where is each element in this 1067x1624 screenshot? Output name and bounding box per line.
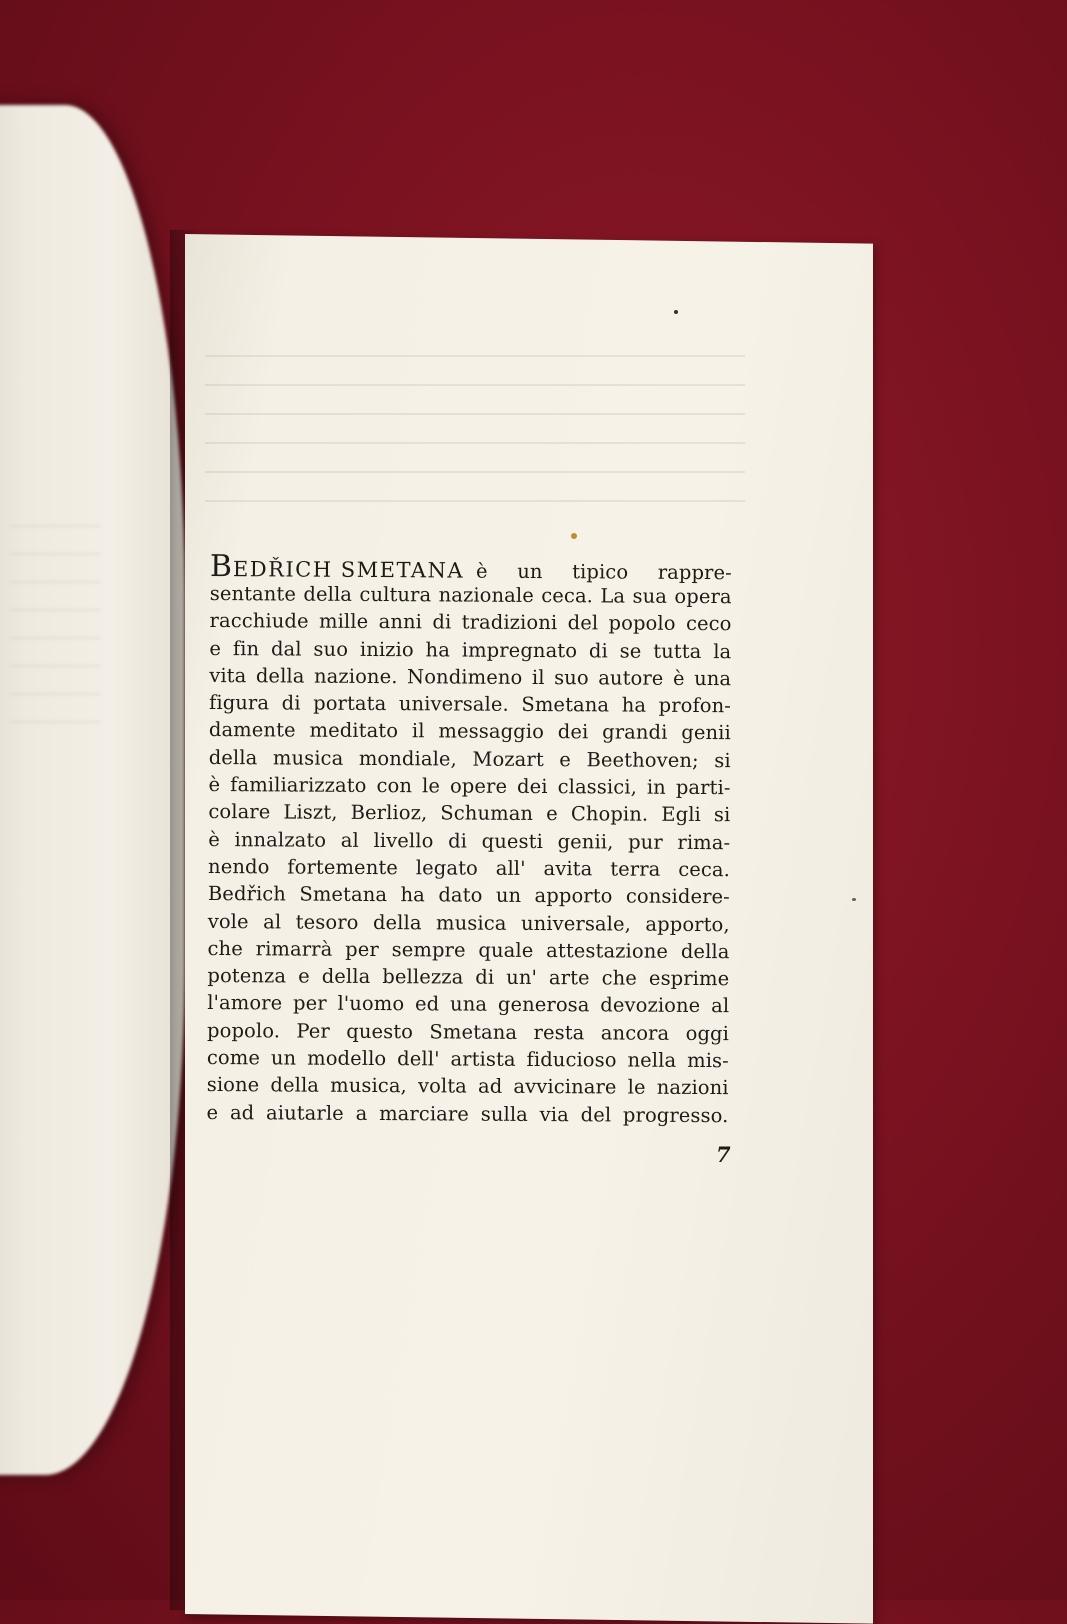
word: Egli xyxy=(661,803,701,827)
text-line xyxy=(209,716,731,746)
word: meditato xyxy=(309,719,399,743)
word: di xyxy=(588,638,608,663)
word: nazioni xyxy=(656,1076,729,1100)
word: al xyxy=(263,909,282,934)
text-line xyxy=(209,662,731,692)
word: Mozart xyxy=(472,747,544,771)
word: di xyxy=(432,610,452,634)
word: mis- xyxy=(687,1048,729,1073)
word: in xyxy=(646,775,666,799)
word: ed xyxy=(414,992,440,1016)
word: e xyxy=(209,636,222,660)
text-line xyxy=(208,826,730,856)
word: Nondimeno xyxy=(407,665,523,689)
line-text xyxy=(207,1044,729,1074)
word: l'amore xyxy=(207,991,283,1015)
word: a xyxy=(355,1101,368,1125)
word: popolo xyxy=(608,611,676,636)
word: quale xyxy=(478,938,534,962)
text-line xyxy=(208,853,730,883)
word: generosa xyxy=(497,993,590,1017)
line-text xyxy=(208,880,730,910)
line-text xyxy=(208,826,730,856)
word: Beethoven; xyxy=(586,748,699,772)
word: legato xyxy=(415,856,478,880)
word: al xyxy=(340,828,359,852)
word: Per xyxy=(296,1019,330,1043)
word: devozione xyxy=(600,993,701,1018)
word: La xyxy=(600,584,626,608)
word: sulla xyxy=(480,1102,529,1126)
word: le xyxy=(627,1075,646,1100)
word: ad xyxy=(477,1074,503,1099)
line-text xyxy=(209,662,731,692)
word: artista xyxy=(450,1047,516,1071)
word: innalzato xyxy=(234,827,327,852)
word: pur xyxy=(628,830,663,854)
word: ha xyxy=(425,637,451,662)
word: considere- xyxy=(625,884,730,909)
word: ha xyxy=(400,883,426,907)
word: vita xyxy=(209,663,247,688)
word: colare xyxy=(208,800,271,824)
word: apporto, xyxy=(645,912,730,936)
word: parti- xyxy=(675,775,731,800)
word: arte xyxy=(548,966,590,990)
word: anni xyxy=(378,610,423,634)
word: nendo xyxy=(208,854,270,879)
word: ceca. xyxy=(678,857,731,882)
word: se xyxy=(619,639,642,663)
word: di xyxy=(281,691,301,715)
word: via xyxy=(539,1102,569,1126)
word: sentante xyxy=(209,581,297,606)
word: opere xyxy=(449,774,508,798)
word: ceca. xyxy=(541,584,594,608)
line-text xyxy=(207,935,729,965)
word: nazionale xyxy=(438,583,534,607)
text-line xyxy=(207,962,729,992)
word: potenza xyxy=(207,964,287,988)
word: tipico xyxy=(572,560,629,584)
word: suo xyxy=(313,637,349,661)
word: profon- xyxy=(658,693,732,718)
word: tutta xyxy=(653,639,702,663)
word: un xyxy=(495,884,522,908)
word: genii xyxy=(681,721,731,745)
word: Berlioz, xyxy=(350,801,428,825)
word: aiutarle xyxy=(265,1100,344,1125)
word: nella xyxy=(627,1048,677,1072)
page-number: 7 xyxy=(716,1142,731,1167)
word: universale. xyxy=(398,692,509,717)
word: mondiale, xyxy=(358,746,457,771)
word: rappre- xyxy=(657,560,732,585)
word: musica xyxy=(436,910,507,935)
word: l'uomo xyxy=(337,992,405,1016)
text-line xyxy=(206,1099,728,1129)
word: familiarizzato xyxy=(230,773,367,798)
line-text xyxy=(207,1071,729,1101)
word: è xyxy=(672,666,685,690)
line-text xyxy=(209,744,731,774)
word: di xyxy=(448,829,468,853)
word: è xyxy=(208,827,220,851)
word: dato xyxy=(438,883,483,907)
word: Chopin. xyxy=(570,802,649,827)
word: Smetana xyxy=(429,1020,518,1044)
word: cultura xyxy=(359,582,432,607)
text-line xyxy=(207,1044,729,1074)
word: un' xyxy=(506,965,538,990)
word: che xyxy=(601,966,638,990)
word: popolo. xyxy=(207,1018,281,1043)
word: si xyxy=(714,748,731,772)
word: ceco xyxy=(685,612,732,636)
word: sempre xyxy=(391,937,466,962)
word: tesoro xyxy=(295,910,359,934)
word: portata xyxy=(313,691,387,716)
word: autore xyxy=(598,666,664,690)
word: terra xyxy=(610,857,661,881)
word: della xyxy=(303,582,353,606)
word: bellezza xyxy=(382,965,464,989)
word: oggi xyxy=(685,1021,730,1045)
word: questi xyxy=(481,829,544,853)
word: che xyxy=(207,936,243,961)
word: del xyxy=(567,611,599,635)
word: con xyxy=(376,774,413,798)
word: messaggio xyxy=(438,719,545,744)
word: è xyxy=(475,559,488,583)
word: e xyxy=(546,802,558,826)
word: musica xyxy=(272,746,344,770)
text-line xyxy=(208,908,730,938)
word: è xyxy=(208,773,221,797)
word: ha xyxy=(621,693,647,717)
word: dell' xyxy=(397,1047,440,1071)
body-text xyxy=(206,549,732,1129)
word: sua xyxy=(632,584,668,608)
word: fiducioso xyxy=(526,1047,617,1072)
word: dal xyxy=(270,636,302,661)
word: avvicinare xyxy=(513,1075,617,1099)
word: Schuman xyxy=(440,801,534,826)
paper-speck xyxy=(571,533,577,539)
word: musica, xyxy=(330,1074,407,1098)
text-line xyxy=(208,771,730,801)
word: avita xyxy=(543,857,593,881)
word: ad xyxy=(229,1100,255,1124)
word: al xyxy=(711,994,730,1018)
text-line xyxy=(208,880,730,910)
word: dei xyxy=(557,720,589,744)
text-line xyxy=(210,580,732,610)
word: Smetana xyxy=(299,882,388,907)
word: per xyxy=(292,991,327,1016)
word: il xyxy=(531,665,545,689)
word: fin xyxy=(232,636,260,660)
word: racchiude xyxy=(209,609,309,633)
word: il xyxy=(411,719,425,743)
word: Liszt, xyxy=(283,800,338,825)
word: grandi xyxy=(602,720,668,745)
paper-speck xyxy=(852,898,856,901)
word: figura xyxy=(209,691,270,715)
composer-name-caps: EDŘICH SMETANA xyxy=(232,557,465,583)
text-line xyxy=(208,798,730,828)
word: progresso. xyxy=(622,1103,729,1127)
text-line xyxy=(207,935,729,965)
word: della xyxy=(208,745,258,770)
word: genii, xyxy=(557,829,614,854)
word: questo xyxy=(346,1019,414,1043)
paper-speck xyxy=(674,310,678,314)
word: del xyxy=(580,1102,612,1127)
word: nazione. xyxy=(313,664,398,689)
word: modello xyxy=(307,1046,387,1071)
text-line xyxy=(207,1071,729,1101)
word: inizio xyxy=(359,637,414,661)
word: della xyxy=(372,910,422,934)
word: ancora xyxy=(600,1021,670,1045)
text-line xyxy=(209,607,731,637)
word: marciare xyxy=(379,1101,470,1126)
word: universale, xyxy=(520,911,632,936)
word: vole xyxy=(207,909,249,933)
word: una xyxy=(449,992,488,1017)
text-line xyxy=(207,989,729,1019)
word: le xyxy=(421,774,441,798)
left-page-curl xyxy=(0,105,185,1475)
word: resta xyxy=(533,1020,585,1045)
word: un xyxy=(517,559,543,584)
text-line xyxy=(209,635,731,665)
word: un xyxy=(270,1046,297,1070)
word: attestazione xyxy=(546,938,669,963)
word: della xyxy=(255,664,305,688)
word: della xyxy=(270,1073,320,1098)
word: suo xyxy=(554,665,589,690)
word: opera xyxy=(674,584,732,609)
text-line xyxy=(209,744,731,774)
word: apporto xyxy=(534,884,613,908)
line-text xyxy=(208,771,730,801)
line-text xyxy=(208,798,730,828)
line-text xyxy=(210,580,732,610)
word: di xyxy=(475,965,495,989)
line-text xyxy=(208,908,730,938)
word: e xyxy=(298,964,310,988)
line-text xyxy=(209,635,731,665)
word: come xyxy=(206,1046,261,1070)
word: impregnato xyxy=(461,638,578,662)
word: della xyxy=(680,939,730,964)
word: livello xyxy=(373,828,434,853)
line-text xyxy=(209,716,731,746)
word: la xyxy=(713,639,732,663)
word: e xyxy=(206,1100,219,1124)
show-through-text xyxy=(205,355,745,545)
text-line xyxy=(209,689,731,719)
line-text xyxy=(206,1099,728,1129)
word: Bedřich xyxy=(207,882,287,906)
line-text xyxy=(209,689,731,719)
word: rimarrà xyxy=(255,937,333,961)
word: della xyxy=(321,964,371,989)
drop-cap: B xyxy=(209,549,234,585)
word: mille xyxy=(318,609,369,634)
line-text xyxy=(208,853,730,883)
word: classici, xyxy=(557,775,637,799)
line-text xyxy=(209,607,731,637)
word: e xyxy=(559,747,572,771)
word: sione xyxy=(206,1073,260,1097)
line-text xyxy=(207,962,729,992)
word: per xyxy=(345,937,379,961)
word: si xyxy=(713,803,731,827)
line-text xyxy=(207,1017,729,1047)
word: damente xyxy=(208,718,296,743)
word: una xyxy=(694,666,732,691)
text-line xyxy=(207,1017,729,1047)
word: esprime xyxy=(648,966,730,991)
line-text xyxy=(207,989,729,1019)
word: Smetana xyxy=(521,693,610,717)
word: tradizioni xyxy=(461,610,558,635)
word: dei xyxy=(517,774,548,799)
word: fortemente xyxy=(287,855,399,880)
word: rima- xyxy=(677,830,731,854)
word: volta xyxy=(417,1074,468,1098)
word: all' xyxy=(495,856,526,880)
